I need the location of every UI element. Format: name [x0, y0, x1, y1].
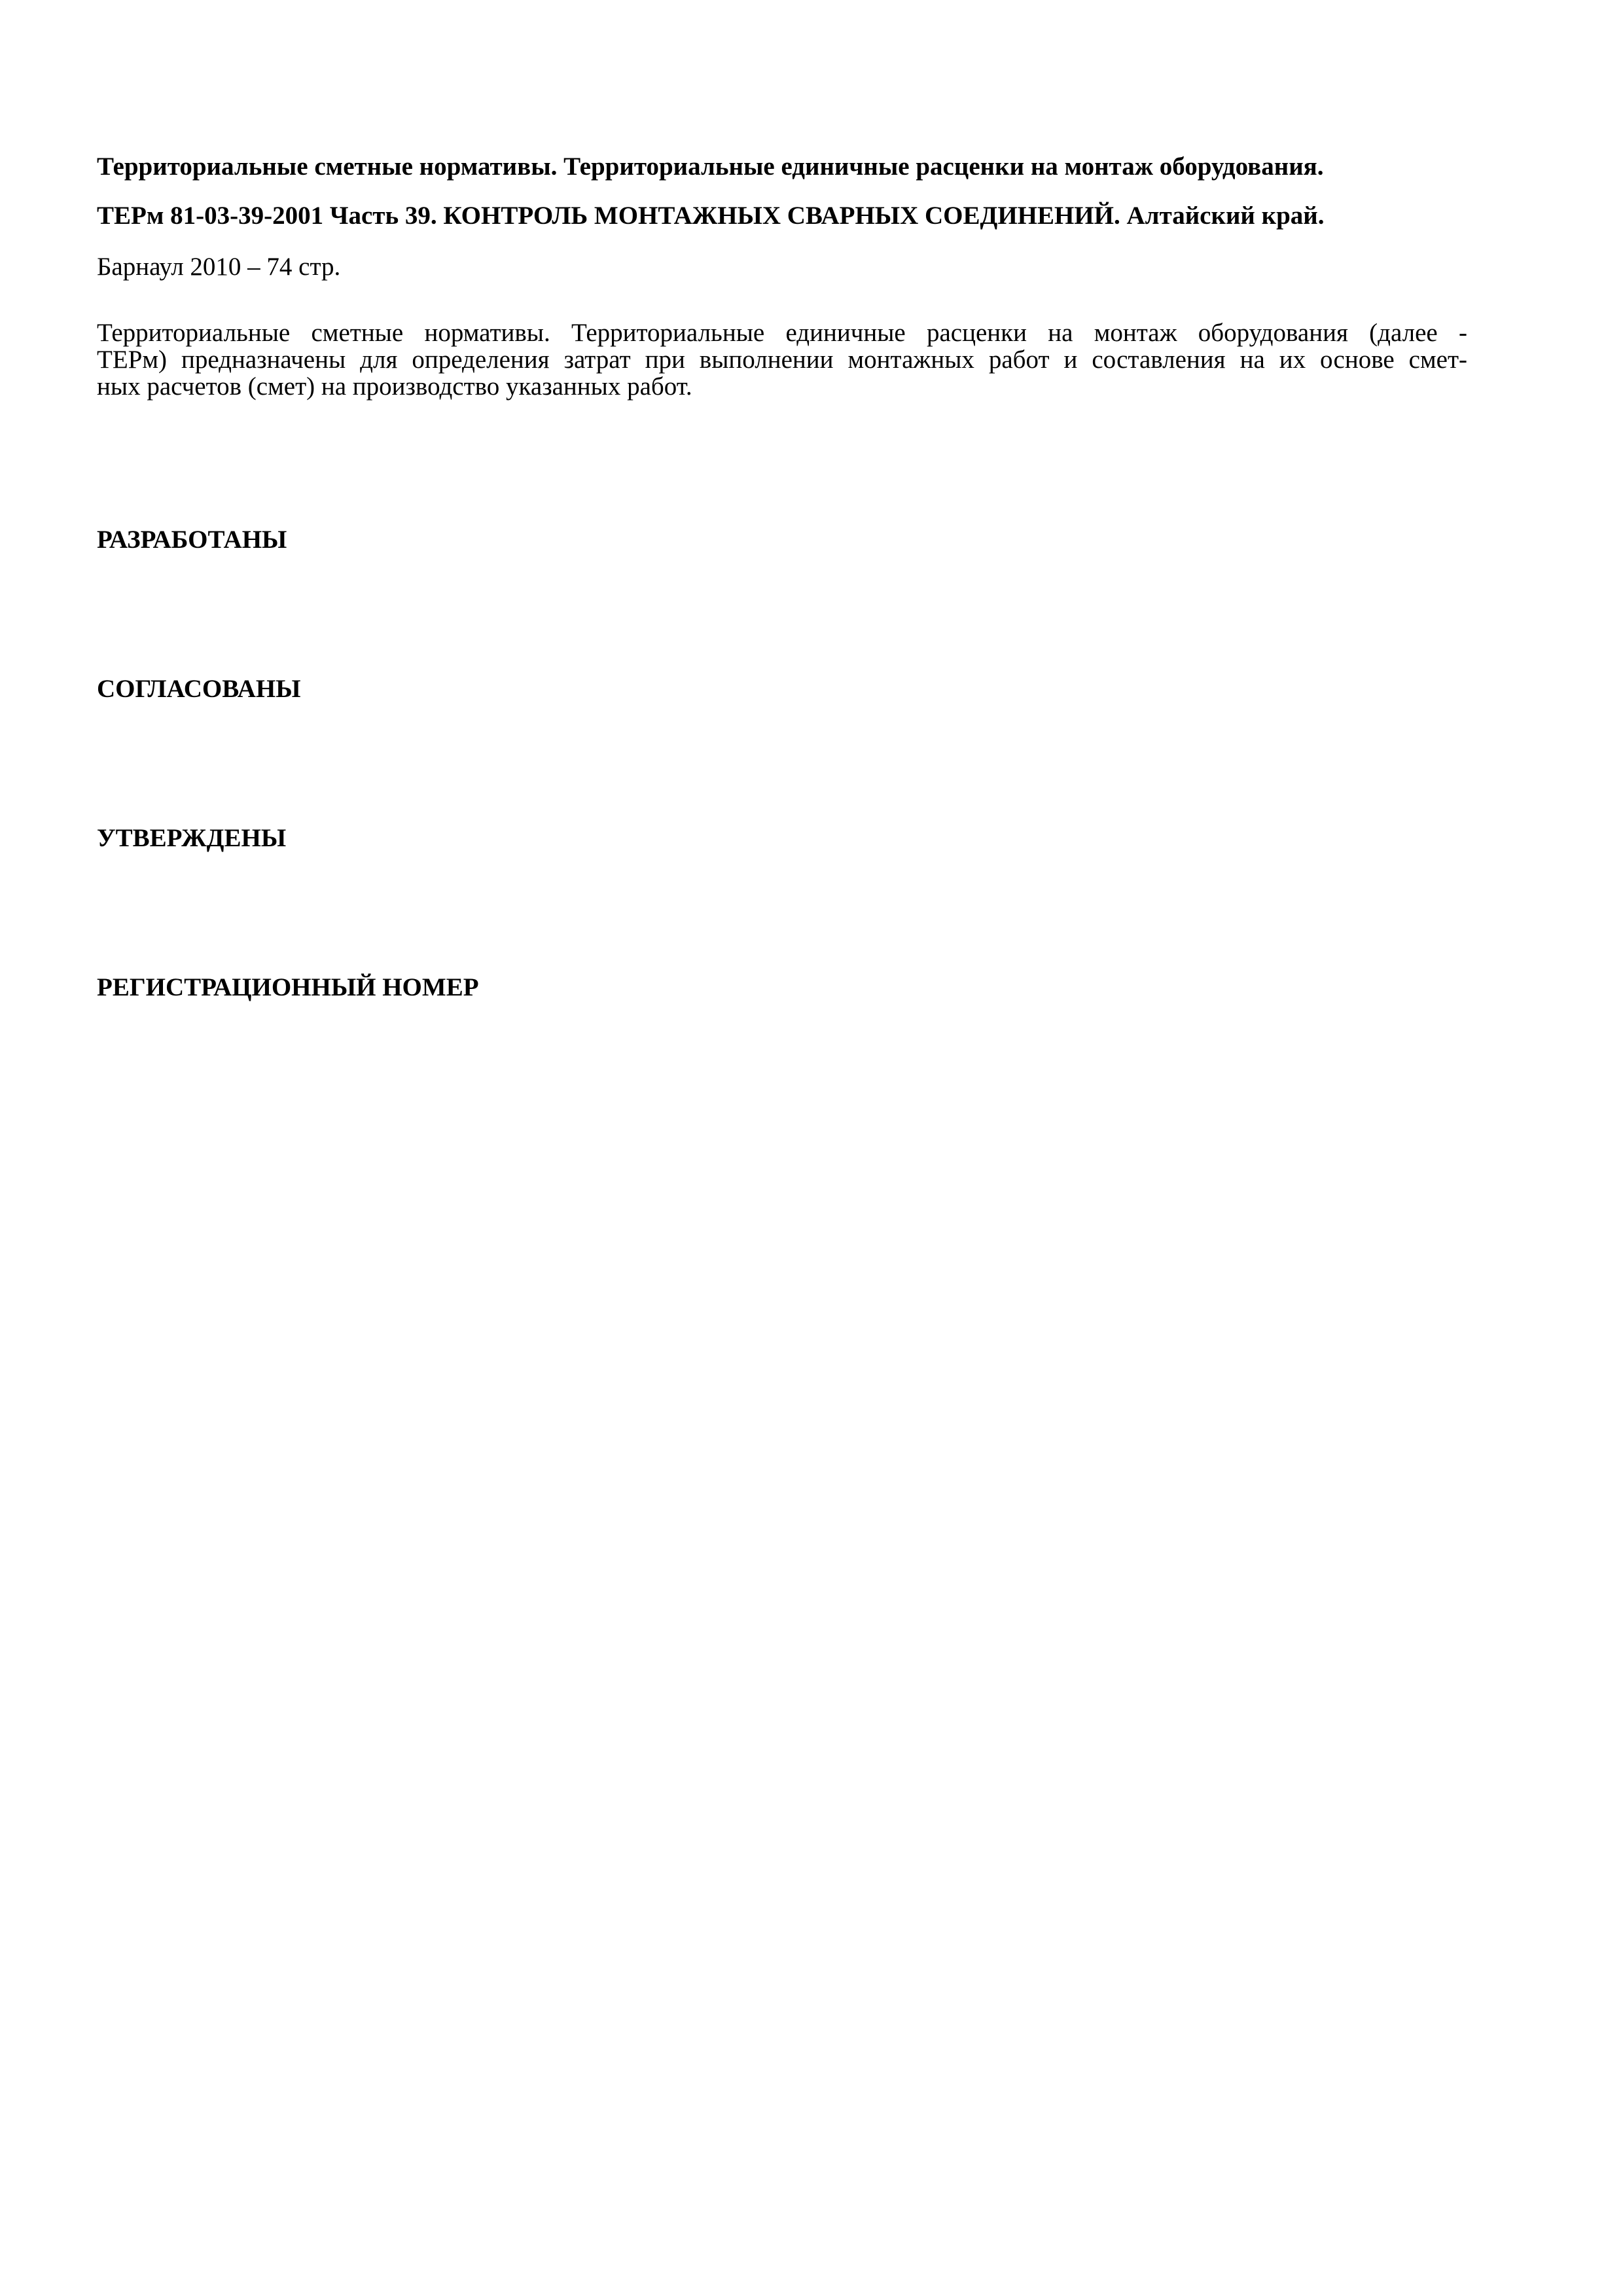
document-imprint-line: Барнаул 2010 – 74 стр. — [97, 253, 341, 281]
heading-approved: УТВЕРЖДЕНЫ — [97, 824, 287, 852]
description-line: ных расчетов (смет) на производство указанных работ. — [97, 372, 692, 401]
heading-developed: РАЗРАБОТАНЫ — [97, 526, 287, 554]
description-line: Территориальные сметные нормативы. Территориальные единичные расценки на монтаж оборудования (далее - — [97, 319, 1467, 347]
document-title-line: Территориальные сметные нормативы. Территориальные единичные расценки на монтаж оборудования. — [97, 152, 1324, 181]
heading-registration-number: РЕГИСТРАЦИОННЫЙ НОМЕР — [97, 973, 479, 1001]
description-line: ТЕРм) предназначены для определения затрат при выполнении монтажных работ и составления на их основе смет- — [97, 346, 1467, 374]
document-description — [97, 319, 1467, 400]
heading-agreed: СОГЛАСОВАНЫ — [97, 675, 301, 703]
document-code-line: ТЕРм 81-03-39-2001 Часть 39. КОНТРОЛЬ МОНТАЖНЫХ СВАРНЫХ СОЕДИНЕНИЙ. Алтайский край. — [97, 202, 1325, 230]
